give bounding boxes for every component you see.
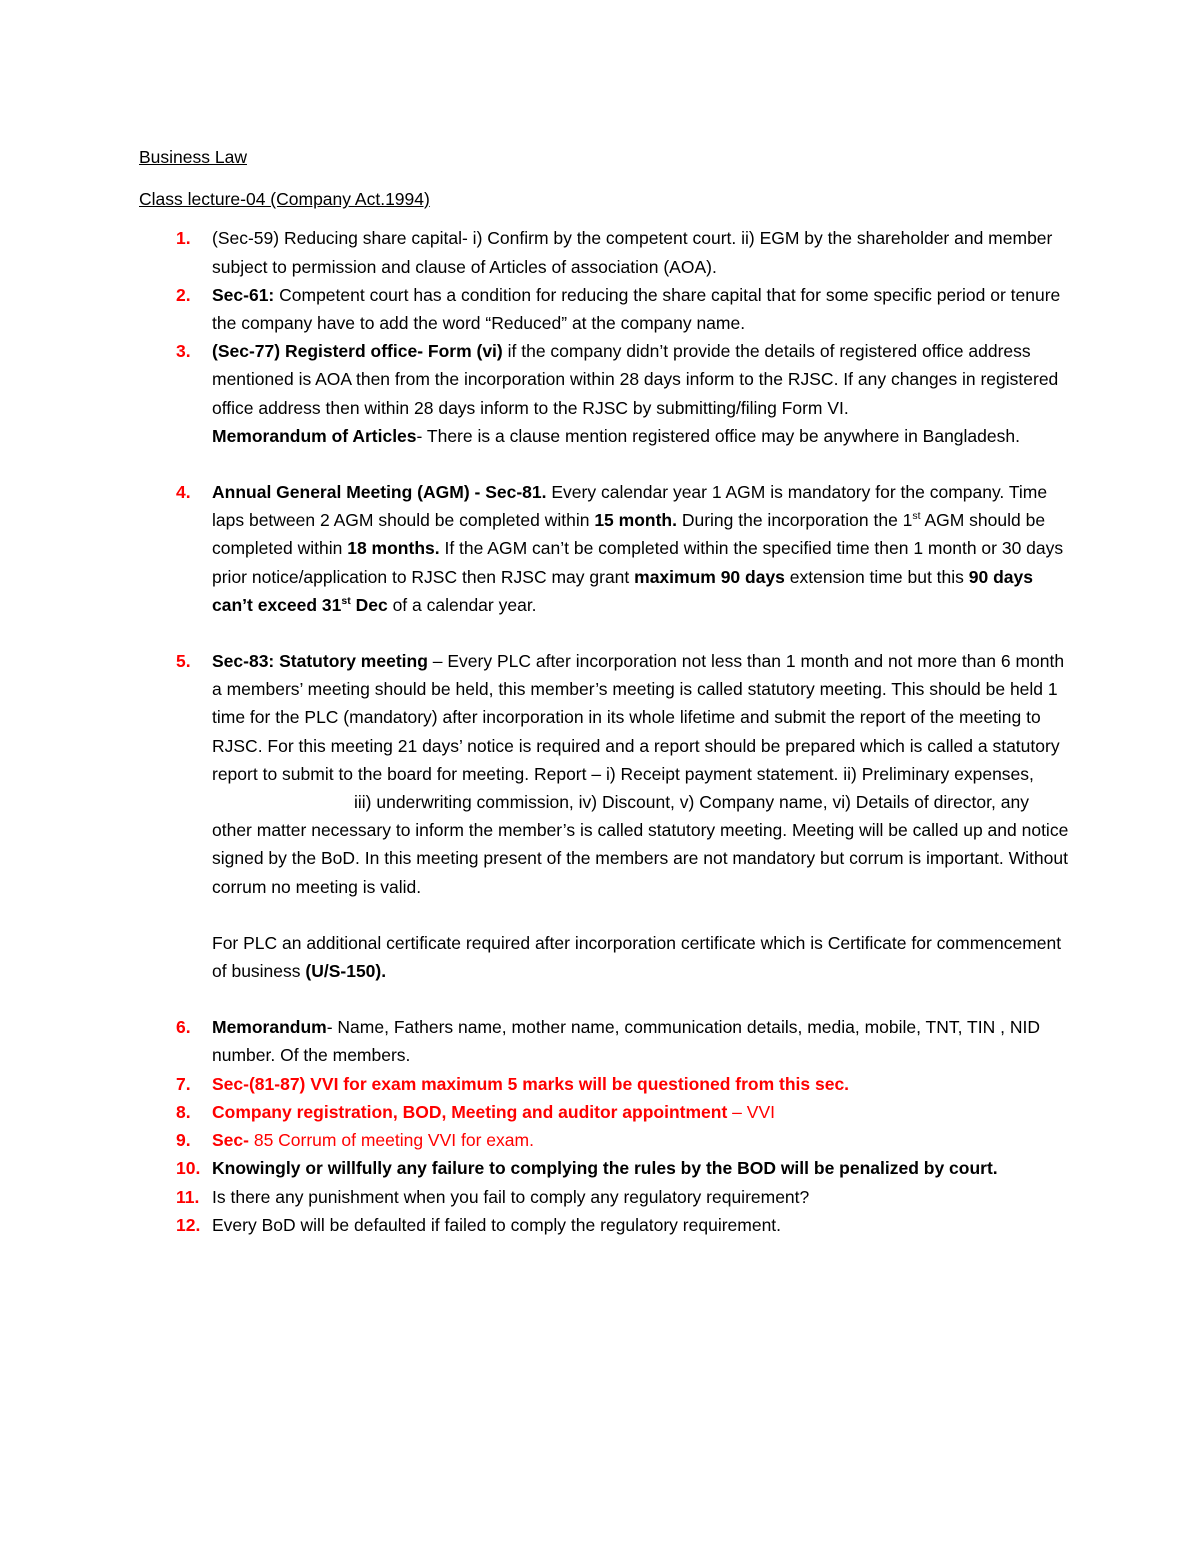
list-item [139,647,1069,985]
list-item-text: (Sec-59) Reducing share capital- i) Confirm by the competent court. ii) EGM by the shareholder and member subject to permission and clause of Articles of association (AOA). [212,228,1053,277]
statutory-text: – Every PLC after incorporation not less than 1 month and not more than 6 month a members’ meeting should be held, this member’s meeting is called statutory meeting. This should be held 1 time for the PLC (mandatory) after incorporation in its whole lifetime and submit the report of the meeting to RJSC. For this meeting 21 days’ notice is required and a report should be prepared which is called a statutory report to submit to the board for meeting. Report – i) Receipt payment statement. ii) Preliminary expenses, [212,651,1065,784]
list-item-highlight-text: – VVI [727,1101,775,1122]
subparagraph-lead: Memorandum of Articles [212,425,417,446]
document-title: Business Law [139,147,247,167]
list-item [139,1211,1069,1239]
document-subtitle: Class lecture-04 (Company Act.1994) [139,189,430,210]
list-item [139,224,1069,280]
subparagraph-bold: (U/S-150). [305,961,387,982]
agm-bold: 90 days can’t exceed 31 [212,566,1033,615]
agm-bold: maximum 90 days [634,566,785,587]
list-item-number: 3. [176,341,191,362]
agm-text: extension time but this [784,566,969,587]
agm-bold: Dec [350,594,388,615]
list-item-highlight: Company registration, BOD, Meeting and auditor appointment [212,1101,728,1122]
list-item [139,1183,1069,1211]
list-item-lead: Memorandum [212,1017,327,1038]
list-item-lead: Sec-61: [212,284,275,305]
list-item-number: 2. [176,284,191,305]
agm-text: of a calendar year. [387,594,537,615]
statutory-text: iii) underwriting commission, iv) Discount, v) Company name, vi) Details of director, any other matter necessary to inform the member’s is called statutory meeting. Meeting will be called up and notice signed by the BoD. In this meeting present of the members are not mandatory but corrum is important. Without corrum no meeting is valid. [212,792,1069,897]
agm-text: Every calendar year 1 AGM is mandatory for the company. Time laps between 2 AGM should be completed within [212,482,1048,531]
list-item-number: 5. [176,651,191,672]
list-item-text: - Name, Fathers name, mother name, communication details, media, mobile, TNT, TIN , NID number. Of the members. [212,1017,1040,1066]
agm-text: If the AGM can’t be completed within the specified time then 1 month or 30 days prior notice/application to RJSC then RJSC may grant [212,538,1064,587]
list-item-number: 1. [176,228,191,249]
agm-bold: 15 month. [594,510,677,531]
list-item-number: 6. [176,1017,191,1038]
list-item-highlight: Sec- [212,1130,249,1151]
subparagraph-text: For PLC an additional certificate required after incorporation certificate which is Certificate for commencement of business [212,932,1062,982]
list-item-number: 12. [176,1214,201,1235]
agm-text: AGM should be completed within [212,510,1046,559]
list-item [139,478,1069,619]
ordinal-suffix: st [912,510,921,523]
list-item-number: 4. [176,482,191,503]
list-item-text: Knowingly or willfully any failure to complying the rules by the BOD will be penalized by court. [212,1158,998,1179]
document-page [139,143,1069,1239]
numbered-list [139,224,1069,1239]
list-item-text: if the company didn’t provide the details of registered office address mentioned is AOA then from the incorporation within 28 days inform to the RJSC. If any changes in registered office address then within 28 days inform to the RJSC by submitting/filing Form VI. [212,341,1059,418]
list-item-subparagraph [212,422,1069,450]
list-item-number: 8. [176,1101,191,1122]
list-item-text: Competent court has a condition for reducing the share capital that for some specific period or tenure the company have to add the word “Reduced” at the company name. [212,284,1061,334]
list-item [139,1126,1069,1154]
agm-bold: 18 months. [347,538,440,559]
list-item-number: 7. [176,1073,191,1094]
list-item-highlight: Sec-(81-87) VVI for exam maximum 5 marks will be questioned from this sec. [212,1073,850,1094]
agm-text: During the incorporation the 1 [676,510,913,531]
list-item [139,1013,1069,1069]
list-item [139,1070,1069,1098]
list-item [139,281,1069,337]
list-item-lead: (Sec-77) Registerd office- Form (vi) [212,341,503,362]
agm-heading: Annual General Meeting (AGM) - Sec-81. [212,482,547,503]
list-item-number: 10. [176,1158,201,1179]
list-item [139,1154,1069,1182]
list-item-number: 9. [176,1130,191,1151]
list-item-text: Every BoD will be defaulted if failed to comply the regulatory requirement. [212,1214,782,1235]
list-item [139,1098,1069,1126]
list-item [139,337,1069,450]
subparagraph-text: - There is a clause mention registered office may be anywhere in Bangladesh. [416,425,1020,446]
statutory-heading: Sec-83: Statutory meeting [212,651,428,672]
ordinal-suffix: st [341,595,351,608]
list-item-text: Is there any punishment when you fail to comply any regulatory requirement? [212,1186,810,1207]
list-item-highlight-text: 85 Corrum of meeting VVI for exam. [248,1130,534,1151]
list-item-number: 11. [176,1186,200,1207]
list-item-subparagraph [212,929,1069,985]
